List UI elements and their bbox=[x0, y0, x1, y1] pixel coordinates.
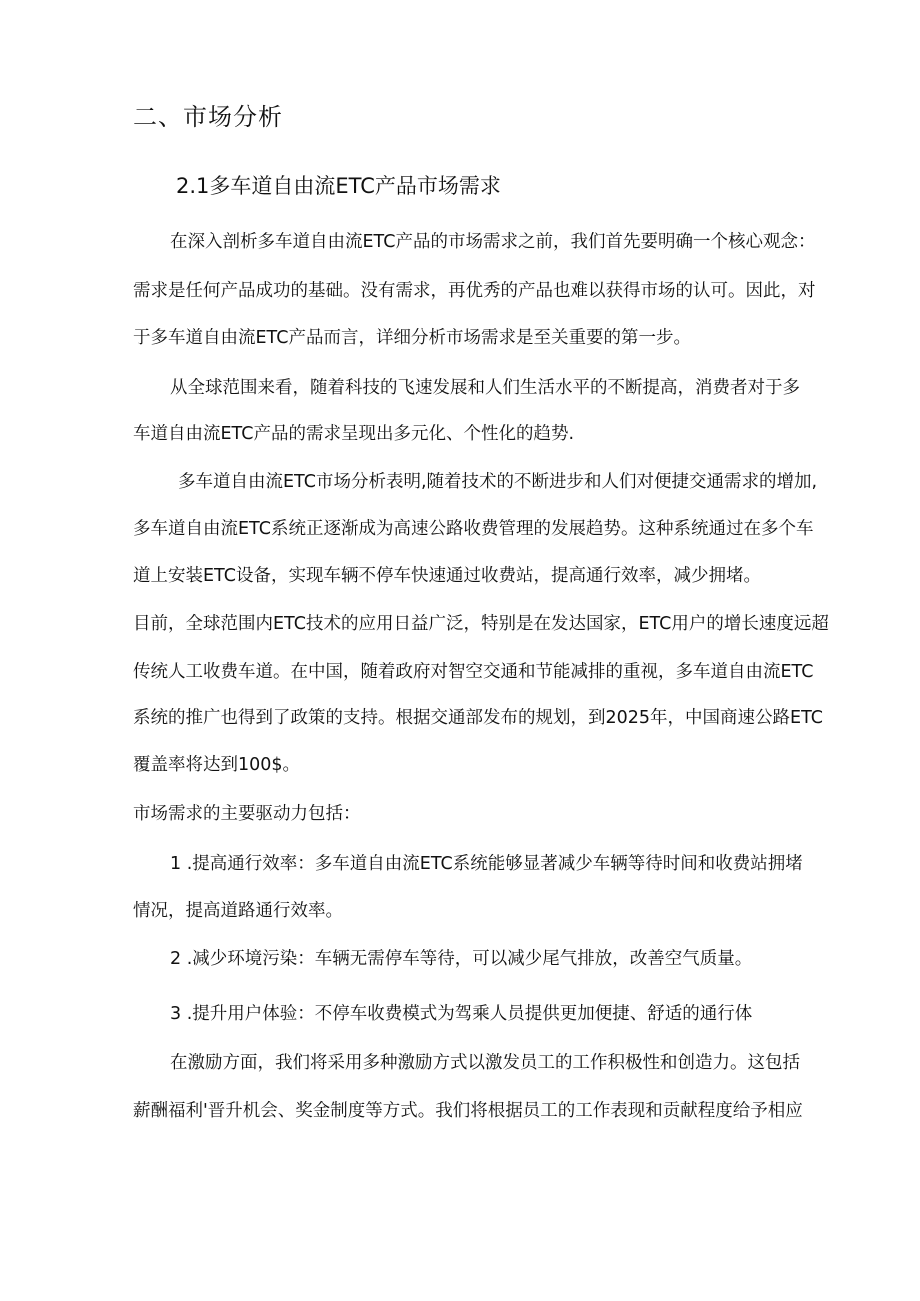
paragraph-line: 传统人工收费车道。在中国，随着政府对智空交通和节能减排的重视，多车道自由流ETC bbox=[133, 662, 814, 682]
paragraph-line: 覆盖率将达到100$。 bbox=[133, 755, 301, 775]
list-item: 2 .减少环境污染：车辆无需停车等待，可以减少尾气排放，改善空气质量。 bbox=[170, 949, 753, 969]
paragraph-line: 系统的推广也得到了政策的支持。根据交通部发布的规划，到2025年，中国商速公路ETC bbox=[133, 708, 823, 728]
paragraph-line: 需求是任何产品成功的基础。没有需求，再优秀的产品也难以获得市场的认可。因此，对 bbox=[133, 281, 816, 301]
paragraph-line: 目前，全球范围内ETC技术的应用日益广泛，特别是在发达国家，ETC用户的增长速度远超 bbox=[133, 614, 829, 634]
paragraph-line: 从全球范围来看，随着科技的飞速发展和人们生活水平的不断提高，消费者对于多 bbox=[170, 378, 800, 398]
paragraph-line: 在深入剖析多车道自由流ETC产品的市场需求之前，我们首先要明确一个核心观念： bbox=[170, 232, 816, 252]
paragraph-line: 于多车道自由流ETC产品而言，详细分析市场需求是至关重要的第一步。 bbox=[133, 328, 691, 348]
subsection-title: 2.1多车道自由流ETC产品市场需求 bbox=[176, 174, 501, 198]
paragraph-line: 市场需求的主要驱动力包括： bbox=[133, 804, 361, 824]
paragraph-line: 多车道自由流ETC市场分析表明,随着技术的不断进步和人们对便捷交通需求的增加, bbox=[178, 472, 818, 492]
paragraph-line: 道上安装ETC设备，实现车辆不停车快速通过收费站，提高通行效率，减少拥堵。 bbox=[133, 566, 761, 586]
section-title: 二、市场分析 bbox=[133, 103, 283, 131]
paragraph-line: 在激励方面，我们将采用多种激励方式以激发员工的工作积极性和创造力。这包括 bbox=[170, 1053, 800, 1073]
list-item-continued: 情况，提高道路通行效率。 bbox=[133, 901, 343, 921]
list-item: 3 .提升用户体验：不停车收费模式为驾乘人员提供更加便捷、舒适的通行体 bbox=[170, 1004, 753, 1024]
paragraph-line: 多车道自由流ETC系统正逐渐成为高速公路收费管理的发展趋势。这种系统通过在多个车 bbox=[133, 519, 814, 539]
list-item: 1 .提高通行效率：多车道自由流ETC系统能够显著减少车辆等待时间和收费站拥堵 bbox=[170, 854, 803, 874]
paragraph-line: 薪酬福利'晋升机会、奖金制度等方式。我们将根据员工的工作表现和贡献程度给予相应 bbox=[133, 1101, 803, 1121]
paragraph-line: 车道自由流ETC产品的需求呈现出多元化、个性化的趋势. bbox=[133, 424, 575, 444]
